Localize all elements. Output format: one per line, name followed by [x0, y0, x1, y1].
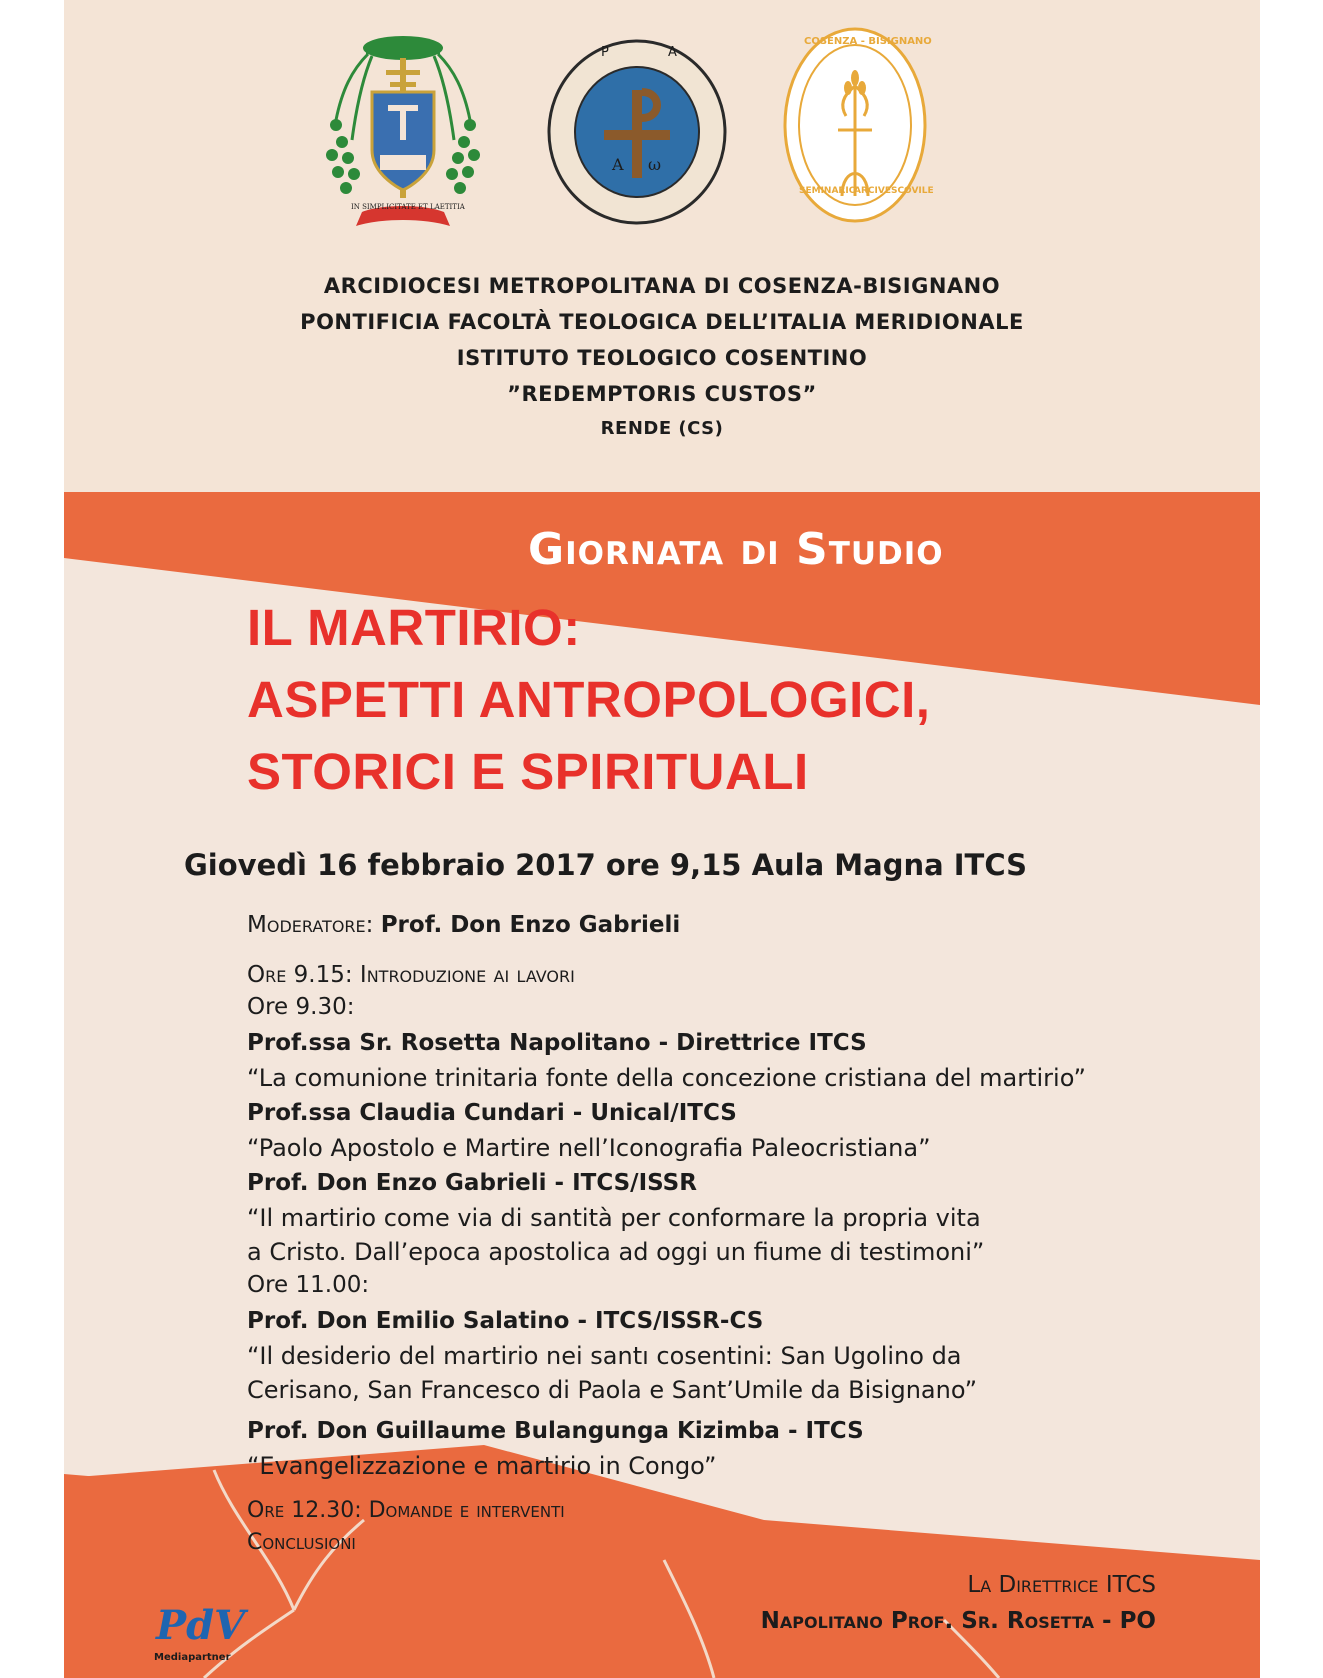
program-item-final: Ore 12.30: Domande e interventi	[247, 1498, 565, 1523]
talk-4-line-2: Cerisano, San Francesco di Paola e Sant’Umile da Bisignano”	[247, 1376, 978, 1404]
event-date: Giovedì 16 febbraio 2017 ore 9,15 Aula Magna ITCS	[184, 848, 1028, 882]
event-title-line-1: IL MARTIRIO:	[247, 599, 581, 656]
moderator-label: Moderatore:	[247, 912, 374, 938]
program-item-intro: Ore 9.15: Introduzione ai lavori	[247, 962, 575, 988]
talk-4-line-1: “Il desiderio del martirio nei santı cosentini: San Ugolino da	[247, 1342, 962, 1370]
speaker-5: Prof. Don Guillaume Bulangunga Kizimba - ITCS	[247, 1418, 864, 1444]
svg-text:A: A	[668, 45, 677, 60]
mediapartner-label: Mediapartner	[154, 1652, 231, 1663]
talk-2: “Paolo Apostolo e Martire nell’Iconografia Paleocristiana”	[247, 1134, 931, 1162]
event-title-line-3: STORICI E SPIRITUALI	[247, 743, 809, 800]
program-time-1100: Ore 11.00:	[247, 1272, 370, 1298]
institution-line-3: ISTITUTO TEOLOGICO COSENTINO	[456, 346, 868, 370]
event-title-line-2: ASPETTI ANTROPOLOGICI,	[247, 671, 931, 728]
pdv-logo: PdV	[156, 1602, 246, 1649]
speaker-3: Prof. Don Enzo Gabrieli - ITCS/ISSR	[247, 1170, 697, 1196]
program-time-930: Ore 9.30:	[247, 994, 355, 1020]
talk-3-line-1: “Il martirio come via di santità per conformare la propria vita	[247, 1204, 981, 1232]
faculty-seal-icon	[546, 38, 728, 226]
talk-5: “Evangelizzazione e martirio in Congo”	[247, 1452, 717, 1480]
seminary-seal-right-text: ARCIVESCOVILE	[854, 186, 934, 196]
event-heading: Giornata di Studio	[528, 524, 944, 575]
coat-of-arms-motto: IN SIMPLICITATE ET LAETITIA	[351, 203, 465, 211]
institution-line-1: ARCIDIOCESI METROPOLITANA DI COSENZA-BISIGNANO	[323, 274, 1001, 298]
seminary-seal-left-text: SEMINARIO	[799, 186, 857, 196]
speaker-2: Prof.ssa Claudia Cundari - Unical/ITCS	[247, 1100, 737, 1126]
program-conclusion: Conclusioni	[247, 1530, 356, 1555]
institution-line-4: ”REDEMPTORIS CUSTOS”	[507, 382, 817, 406]
signature-role: La Direttrice ITCS	[967, 1572, 1156, 1598]
speaker-4: Prof. Don Emilio Salatino - ITCS/ISSR-CS	[247, 1308, 764, 1334]
seminary-seal-top-text: COSENZA - BISIGNANO	[804, 36, 932, 47]
institution-line-5: RENDE (CS)	[600, 418, 724, 439]
signature-name: Napolitano Prof. Sr. Rosetta - PO	[760, 1608, 1156, 1634]
talk-1: “La comunione trinitaria fonte della concezione cristiana del martirio”	[247, 1064, 1086, 1092]
svg-text:A: A	[612, 155, 624, 174]
svg-text:P: P	[601, 45, 609, 60]
poster	[64, 0, 1260, 1678]
svg-text:ω: ω	[648, 155, 662, 174]
institution-line-2: PONTIFICIA FACOLTÀ TEOLOGICA DELL’ITALIA MERIDIONALE	[300, 310, 1024, 334]
moderator-name: Prof. Don Enzo Gabrieli	[380, 912, 681, 938]
moderator-row	[247, 912, 680, 938]
speaker-1: Prof.ssa Sr. Rosetta Napolitano - Direttrice ITCS	[247, 1030, 867, 1056]
talk-3-line-2: a Cristo. Dall’epoca apostolica ad oggi un fiume di testimoni”	[247, 1238, 985, 1266]
